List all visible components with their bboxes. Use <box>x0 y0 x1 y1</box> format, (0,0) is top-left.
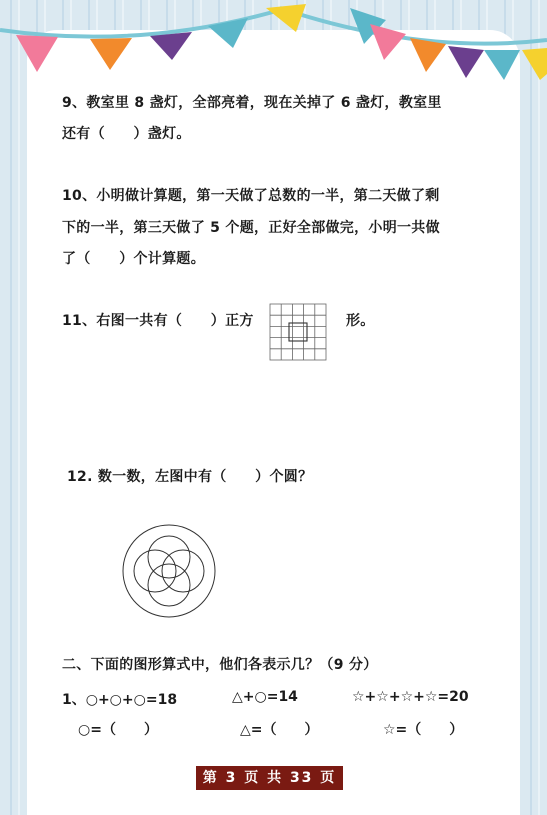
equation-1: 1、○+○+○=18 <box>62 692 178 708</box>
question-11-text: 11、右图一共有（ ）正方 <box>62 313 254 329</box>
bunting-flag <box>208 18 248 48</box>
question-10-line-2: 下的一半，第三天做了 5 个题，正好全部做完，小明一共做 <box>62 220 440 236</box>
bunting-flag <box>370 24 406 60</box>
answer-star: ☆=（ ） <box>383 722 464 738</box>
question-9-line-2: 还有（ ）盏灯。 <box>62 126 191 142</box>
bunting-flag <box>16 35 58 72</box>
square-grid-figure <box>269 303 327 361</box>
bunting-flag <box>522 48 547 80</box>
bunting-flag <box>150 32 192 60</box>
question-10-line-3: 了（ ）个计算题。 <box>62 251 205 267</box>
bunting-flag <box>484 50 520 80</box>
question-9-line-1: 9、教室里 8 盏灯，全部亮着，现在关掉了 6 盏灯，教室里 <box>62 95 442 111</box>
overlapping-circles-figure <box>121 523 217 619</box>
bunting-flag <box>90 38 132 70</box>
answer-circle: ○=（ ） <box>78 722 158 738</box>
bunting-flag <box>448 46 484 78</box>
section-2-heading: 二、下面的图形算式中，他们各表示几？（9 分） <box>62 657 378 673</box>
bunting-flag <box>266 4 306 32</box>
question-11-suffix: 形。 <box>346 313 375 329</box>
page-number-badge: 第 3 页 共 33 页 <box>196 766 343 790</box>
answer-triangle: △=（ ） <box>240 722 319 738</box>
equation-3: ☆+☆+☆+☆=20 <box>352 689 469 705</box>
equation-2: △+○=14 <box>232 689 298 705</box>
bunting-decoration <box>0 0 547 90</box>
question-10-line-1: 10、小明做计算题，第一天做了总数的一半，第二天做了剩 <box>62 188 440 204</box>
question-12-text: 12. 数一数，左图中有（ ）个圆？ <box>67 469 313 485</box>
